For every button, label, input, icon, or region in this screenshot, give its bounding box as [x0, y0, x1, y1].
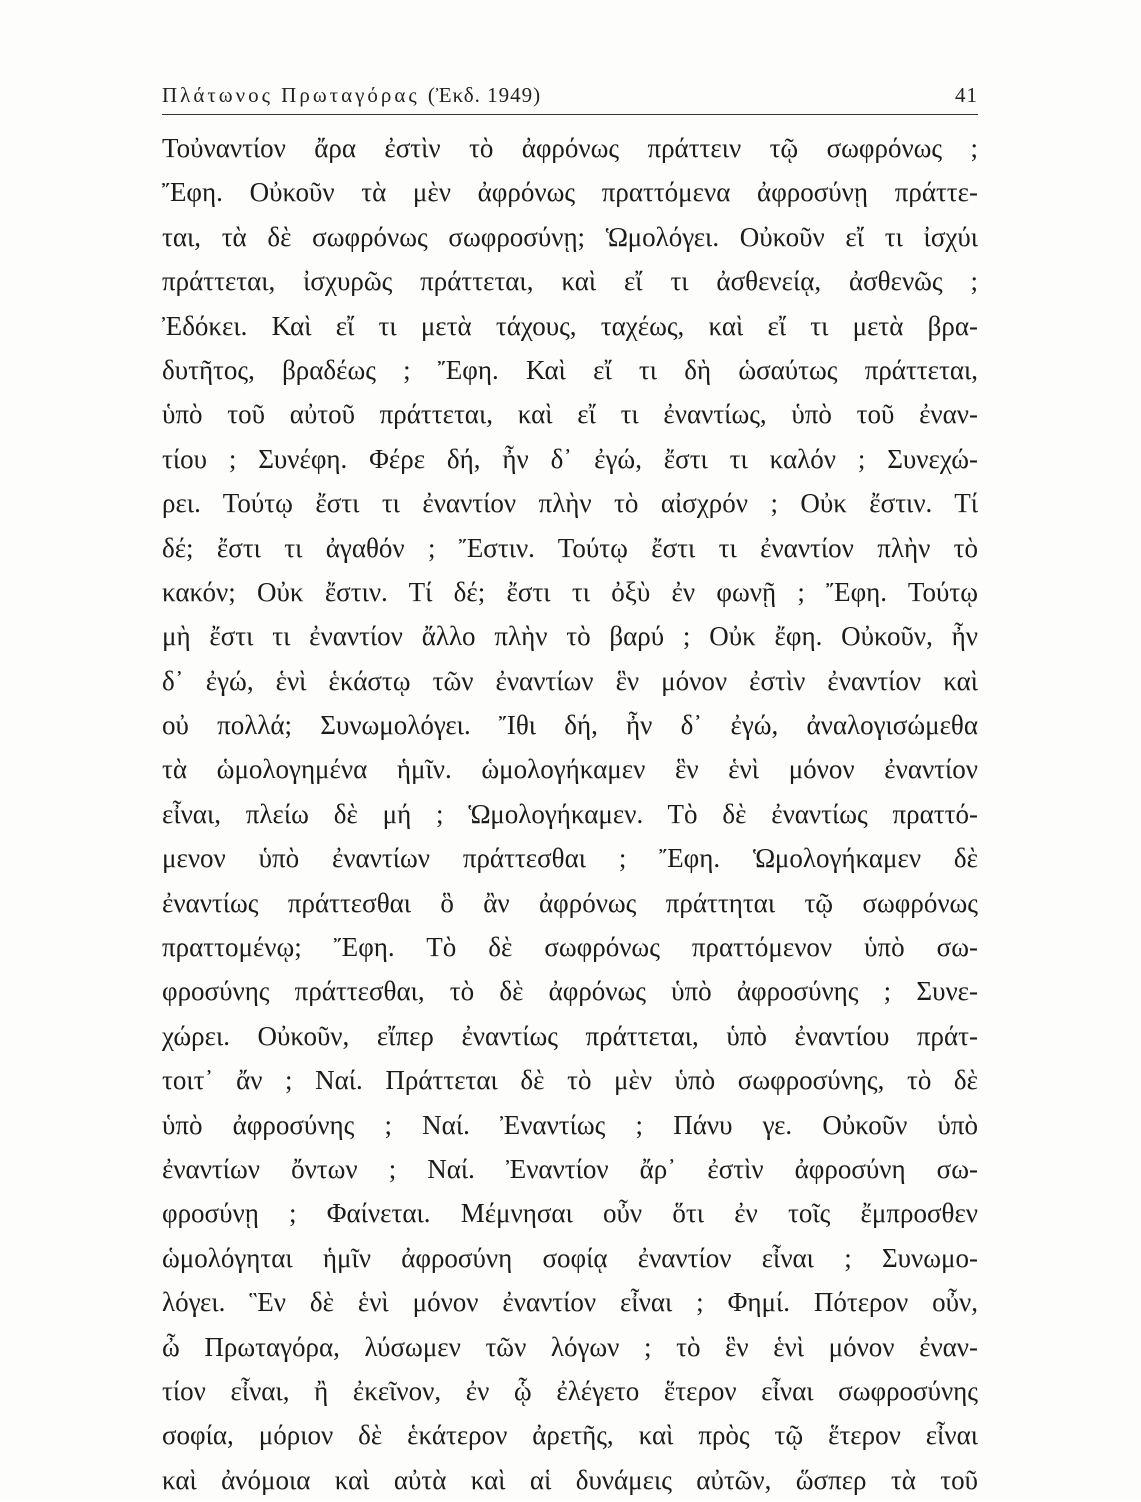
text-line: μενον ὑπὸ ἐναντίων πράττεσθαι ; Ἔφη. Ὡμολογήκαμεν δὲ: [162, 843, 978, 874]
book-title: Πλάτωνος Πρωταγόρας: [162, 83, 420, 107]
text-line: ὑπὸ τοῦ αὐτοῦ πράττεται, καὶ εἴ τι ἐναντίως, ὑπὸ τοῦ ἐναν-: [162, 399, 978, 430]
text-line: ὑπὸ ἀφροσύνης ; Ναί. Ἐναντίως ; Πάνυ γε. Οὐκοῦν ὑπὸ: [162, 1109, 978, 1140]
running-head-title: [162, 83, 541, 108]
page-number: 41: [955, 83, 978, 107]
text-line: ἐναντίως πράττεσθαι ὃ ἂν ἀφρόνως πράττηται τῷ σωφρόνως: [162, 887, 978, 918]
running-head: [162, 76, 978, 108]
text-line: δέ; ἔστι τι ἀγαθόν ; Ἔστιν. Τούτῳ ἔστι τι ἐναντίον πλὴν τὸ: [162, 532, 978, 563]
body-text: [162, 126, 978, 1502]
text-line: λόγει. Ἓν δὲ ἑνὶ μόνον ἐναντίον εἶναι ; Φημί. Πότερον οὖν,: [162, 1287, 978, 1318]
text-line: οὐ πολλά; Συνωμολόγει. Ἴθι δή, ἦν δ᾽ ἐγώ, ἀναλογισώμεθα: [162, 710, 978, 741]
text-line: τοιτ᾽ ἄν ; Ναί. Πράττεται δὲ τὸ μὲν ὑπὸ σωφροσύνης, τὸ δὲ: [162, 1065, 978, 1096]
text-line: καὶ ἀνόμοια καὶ αὐτὰ καὶ αἱ δυνάμεις αὐτῶν, ὥσπερ τὰ τοῦ: [162, 1464, 978, 1495]
text-line: πράττεται, ἰσχυρῶς πράττεται, καὶ εἴ τι ἀσθενείᾳ, ἀσθενῶς ;: [162, 266, 978, 297]
text-line: δυτῆτος, βραδέως ; Ἔφη. Καὶ εἴ τι δὴ ὡσαύτως πράττεται,: [162, 354, 978, 385]
text-line: μὴ ἔστι τι ἐναντίον ἄλλο πλὴν τὸ βαρύ ; Οὐκ ἔφη. Οὐκοῦν, ἦν: [162, 621, 978, 652]
text-line: φροσύνῃ ; Φαίνεται. Μέμνησαι οὖν ὅτι ἐν τοῖς ἔμπροσθεν: [162, 1198, 978, 1229]
text-line: Ἔφη. Οὐκοῦν τὰ μὲν ἀφρόνως πραττόμενα ἀφροσύνῃ πράττε-: [162, 177, 978, 208]
text-line: ρει. Τούτῳ ἔστι τι ἐναντίον πλὴν τὸ αἰσχρόν ; Οὐκ ἔστιν. Τί: [162, 488, 978, 519]
text-line: τίου ; Συνέφη. Φέρε δή, ἦν δ᾽ ἐγώ, ἔστι τι καλόν ; Συνεχώ-: [162, 443, 978, 474]
text-line: τίον εἶναι, ἢ ἐκεῖνον, ἐν ᾧ ἐλέγετο ἕτερον εἶναι σωφροσύνης: [162, 1375, 978, 1406]
text-line: ὡμολόγηται ἡμῖν ἀφροσύνη σοφίᾳ ἐναντίον εἶναι ; Συνωμο-: [162, 1242, 978, 1273]
text-line: κακόν; Οὐκ ἔστιν. Τί δέ; ἔστι τι ὀξὺ ἐν φωνῇ ; Ἔφη. Τούτῳ: [162, 576, 978, 607]
text-line: ὦ Πρωταγόρα, λύσωμεν τῶν λόγων ; τὸ ἓν ἑνὶ μόνον ἐναν-: [162, 1331, 978, 1362]
text-line: χώρει. Οὐκοῦν, εἴπερ ἐναντίως πράττεται, ὑπὸ ἐναντίου πράτ-: [162, 1020, 978, 1051]
text-line: Ἐδόκει. Καὶ εἴ τι μετὰ τάχους, ταχέως, καὶ εἴ τι μετὰ βρα-: [162, 310, 978, 341]
text-line: σοφία, μόριον δὲ ἑκάτερον ἀρετῆς, καὶ πρὸς τῷ ἕτερον εἶναι: [162, 1420, 978, 1451]
edition-note: (Ἐκδ. 1949): [427, 83, 542, 107]
text-line: πραττομένῳ; Ἔφη. Τὸ δὲ σωφρόνως πραττόμενον ὑπὸ σω-: [162, 932, 978, 963]
text-line: τὰ ὡμολογημένα ἡμῖν. ὡμολογήκαμεν ἓν ἑνὶ μόνον ἐναντίον: [162, 754, 978, 785]
text-line: ἐναντίων ὄντων ; Ναί. Ἐναντίον ἄρ᾽ ἐστὶν ἀφροσύνη σω-: [162, 1153, 978, 1184]
text-line: Τοὐναντίον ἄρα ἐστὶν τὸ ἀφρόνως πράττειν τῷ σωφρόνως ;: [162, 133, 978, 163]
text-line: εἶναι, πλείω δὲ μή ; Ὡμολογήκαμεν. Τὸ δὲ ἐναντίως πραττό-: [162, 798, 978, 829]
text-line: δ᾽ ἐγώ, ἑνὶ ἑκάστῳ τῶν ἐναντίων ἓν μόνον ἐστὶν ἐναντίον καὶ: [162, 665, 978, 696]
header-rule: [162, 114, 978, 115]
text-line: ται, τὰ δὲ σωφρόνως σωφροσύνῃ; Ὡμολόγει. Οὐκοῦν εἴ τι ἰσχύι: [162, 221, 978, 252]
text-line: φροσύνης πράττεσθαι, τὸ δὲ ἀφρόνως ὑπὸ ἀφροσύνης ; Συνε-: [162, 976, 978, 1007]
